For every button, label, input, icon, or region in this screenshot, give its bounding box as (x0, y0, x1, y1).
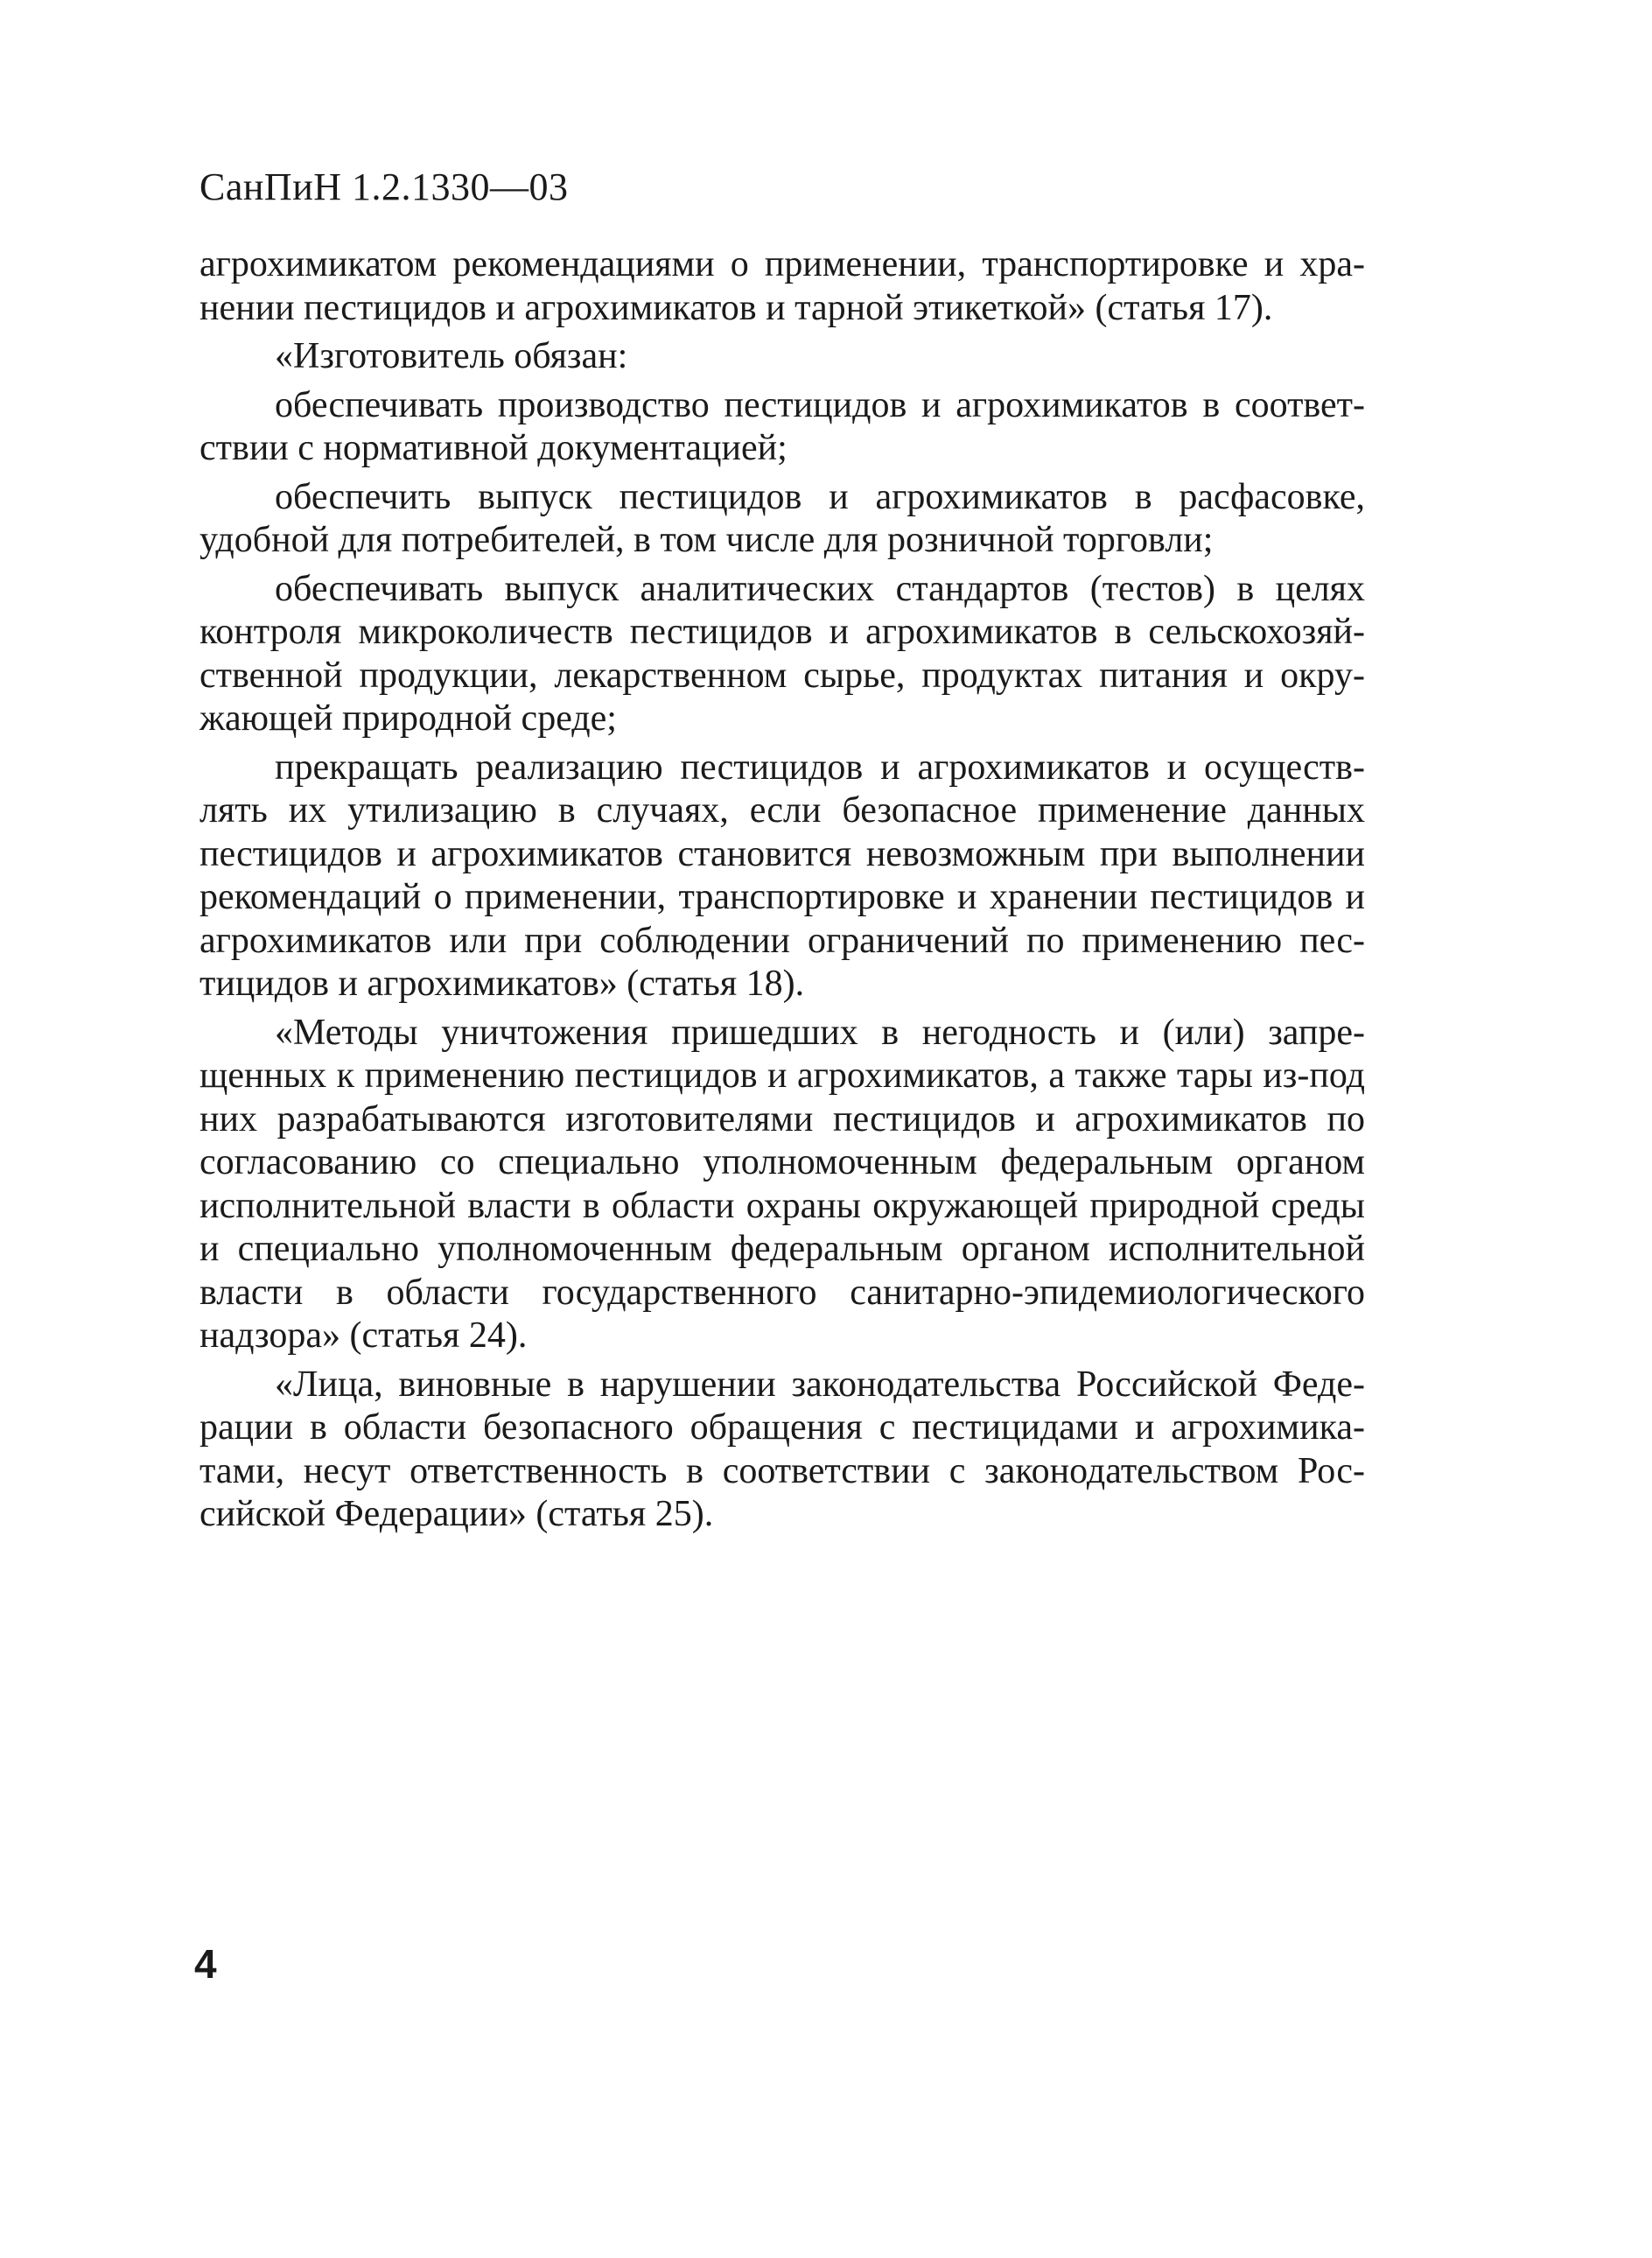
paragraph: «Методы уничтожения пришедших в негодность и (или) запрещенных к применению пестицидов и агрохимикатов, а также тары из-под них разрабатываются изготовителями пестицидов и агрохимикатов по согласованию со специально уполномоченным федеральным органом исполнительной власти в области охраны окружающей природной среды и специально уполномоченным федеральным органом исполнительной власти в области государственного санитарно-эпидемиологического надзора» (статья 24). (200, 1012, 1365, 1356)
paragraph: обеспечить выпуск пестицидов и агрохимикатов в расфасовке, удобной для потребителей, в том числе для розничной торговли; (200, 476, 1365, 560)
paragraph: обеспечивать производство пестицидов и агрохимикатов в соответствии с нормативной документацией; (200, 384, 1365, 468)
running-header: СанПиН 1.2.1330—03 (200, 165, 569, 208)
paragraph: «Лица, виновные в нарушении законодательства Российской Федерации в области безопасного обращения с пестицидами и агрохимикатами, несут ответственность в соответствии с законодательством Российской Федерации» (статья 25). (200, 1364, 1365, 1534)
paragraph: «Изготовитель обязан: (275, 336, 628, 376)
body-text (200, 243, 1365, 1542)
paragraph: агрохимикатом рекомендациями о применении, транспортировке и хранении пестицидов и агрохимикатов и тарной этикеткой» (статья 17). (200, 244, 1365, 328)
page-number: 4 (194, 1941, 217, 1987)
paragraph: прекращать реализацию пестицидов и агрохимикатов и осуществлять их утилизацию в случаях, если безопасное применение данных пестицидов и агрохимикатов становится невозможным при выполнении рекомендаций о применении, транспортировке и хранении пестицидов и агрохимикатов или при соблюдении ограничений по применению пестицидов и агрохимикатов» (статья 18). (200, 747, 1365, 1004)
paragraph: обеспечивать выпуск аналитических стандартов (тестов) в целях контроля микроколичеств пестицидов и агрохимикатов в сельскохозяйственной продукции, лекарственном сырье, продуктах питания и окружающей природной среде; (200, 568, 1365, 739)
